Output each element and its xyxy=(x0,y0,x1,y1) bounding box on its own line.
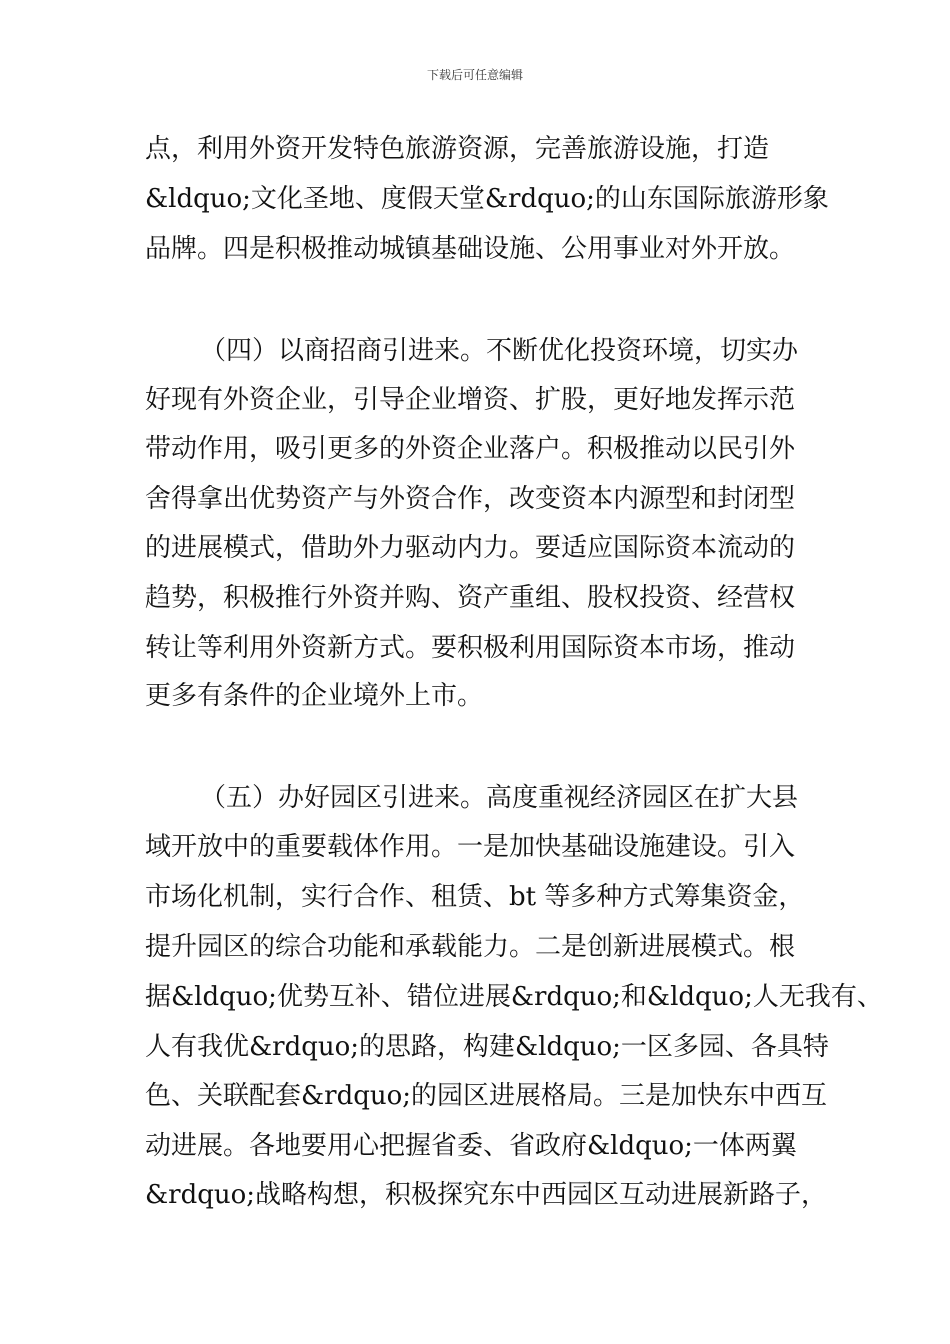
text-line: 点，利用外资开发特色旅游资源，完善旅游设施，打造 xyxy=(145,134,770,164)
page-header: 下载后可任意编辑 xyxy=(426,68,523,82)
text-line: 舍得拿出优势资产与外资合作，改变资本内源型和封闭型 xyxy=(145,484,796,514)
text-line: （五）办好园区引进来。高度重视经济园区在扩大县 xyxy=(200,783,799,813)
text-line: 色、关联配套&rdquo;的园区进展格局。三是加快东中西互 xyxy=(145,1081,828,1111)
text-line: 更多有条件的企业境外上市。 xyxy=(145,681,484,711)
text-line: 据&ldquo;优势互补、错位进展&rdquo;和&ldquo;人无我有、 xyxy=(145,982,883,1012)
text-line: 的进展模式，借助外力驱动内力。要适应国际资本流动的 xyxy=(145,533,796,563)
text-line: 提升园区的综合功能和承载能力。二是创新进展模式。根 xyxy=(145,932,796,962)
text-line: 动进展。各地要用心把握省委、省政府&ldquo;一体两翼 xyxy=(145,1131,797,1161)
text-line: 域开放中的重要载体作用。一是加快基础设施建设。引入 xyxy=(145,832,796,862)
text-line: 带动作用，吸引更多的外资企业落户。积极推动以民引外 xyxy=(145,434,796,464)
text-line: 人有我优&rdquo;的思路，构建&ldquo;一区多园、各具特 xyxy=(145,1032,829,1062)
text-line: （四）以商招商引进来。不断优化投资环境，切实办 xyxy=(200,336,799,366)
text-line: 市场化机制，实行合作、租赁、bt 等多种方式筹集资金， xyxy=(145,882,805,912)
text-line: &ldquo;文化圣地、度假天堂&rdquo;的山东国际旅游形象 xyxy=(145,184,829,214)
text-line: 趋势，积极推行外资并购、资产重组、股权投资、经营权 xyxy=(145,583,796,613)
text-line: &rdquo;战略构想，积极探究东中西园区互动进展新路子， xyxy=(145,1180,828,1210)
text-line: 转让等利用外资新方式。要积极利用国际资本市场，推动 xyxy=(145,633,796,663)
text-line: 好现有外资企业，引导企业增资、扩股，更好地发挥示范 xyxy=(145,385,796,415)
text-line: 品牌。四是积极推动城镇基础设施、公用事业对外开放。 xyxy=(145,234,796,264)
